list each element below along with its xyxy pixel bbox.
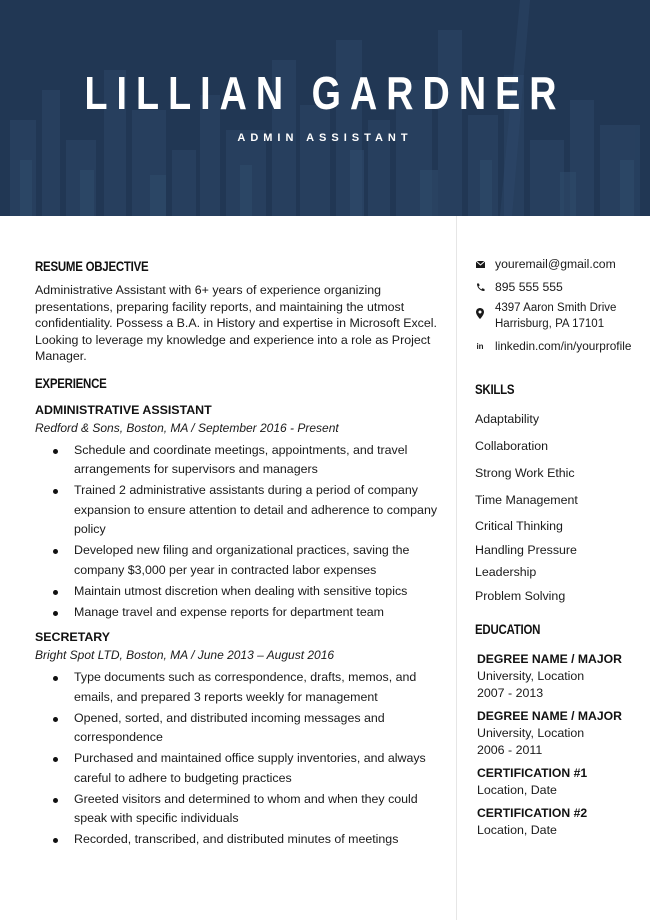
- education-line: University, Location: [477, 726, 585, 740]
- job-entry: [35, 630, 440, 850]
- education-title: CERTIFICATION #1: [477, 766, 588, 780]
- address-line-2: Harrisburg, PA 17101: [495, 318, 605, 330]
- candidate-name: LILLIAN GARDNER: [84, 67, 566, 119]
- bullet-item: Type documents such as correspondence, drafts, memos, and emails, and prepared 3 reports weekly for management: [35, 668, 440, 707]
- job-title: ADMINISTRATIVE ASSISTANT: [35, 402, 212, 417]
- education-line: University, Location: [477, 669, 585, 683]
- skill-item: Time Management: [475, 493, 578, 507]
- job-bullets: [35, 441, 440, 623]
- skill-item: Handling Pressure: [475, 543, 577, 557]
- education-line: Location, Date: [477, 783, 557, 797]
- bullet-item: Developed new filing and organizational practices, saving the company $3,000 per year in contracted labor expenses: [35, 541, 440, 580]
- job-bullets: [35, 668, 440, 850]
- email-text[interactable]: youremail@gmail.com: [495, 257, 616, 271]
- education-title: DEGREE NAME / MAJOR: [477, 652, 622, 666]
- section-heading-education: EDUCATION: [475, 621, 541, 637]
- envelope-icon: [475, 256, 485, 272]
- bullet-item: Maintain utmost discretion when dealing with sensitive topics: [35, 582, 440, 602]
- education-entry: [475, 766, 645, 797]
- bullet-item: Purchased and maintained office supply inventories, and always careful to adhere to budgeting practices: [35, 749, 440, 788]
- bullet-item: Manage travel and expense reports for department team: [35, 603, 440, 623]
- bullet-item: Schedule and coordinate meetings, appointments, and travel arrangements for supervisors and managers: [35, 441, 440, 480]
- experience-section: [35, 375, 440, 850]
- header-banner: [0, 0, 650, 216]
- job-meta: Redford & Sons, Boston, MA / September 2016 - Present: [35, 420, 339, 435]
- education-entry: [475, 709, 645, 757]
- skill-item: Problem Solving: [475, 589, 566, 603]
- contact-linkedin: [475, 338, 645, 354]
- address-text: [495, 300, 616, 332]
- section-heading-objective: RESUME OBJECTIVE: [35, 258, 149, 274]
- education-section: [475, 621, 645, 837]
- sidebar-column: [475, 256, 645, 837]
- section-heading-experience: EXPERIENCE: [35, 374, 107, 391]
- job-meta: Bright Spot LTD, Boston, MA / June 2013 – August 2016: [35, 648, 335, 662]
- phone-icon: [475, 279, 485, 295]
- bullet-item: Greeted visitors and determined to whom and when they could speak with specific individuals: [35, 790, 440, 829]
- skill-item: Leadership: [475, 565, 537, 579]
- skill-item: Strong Work Ethic: [475, 466, 575, 480]
- education-entry: [475, 652, 645, 700]
- contact-phone: [475, 279, 645, 295]
- main-column: [35, 258, 440, 851]
- objective-text: Administrative Assistant with 6+ years of experience organizing presentations, preparing facility reports, and maintaining the utmost confidentiality. Possess a B.A. in History and expertise in Microsoft Excel. Looking to leverage my knowledge and experience into a role as Project Manager.: [35, 283, 437, 363]
- education-entry: [475, 806, 645, 837]
- contact-section: [475, 256, 645, 354]
- location-pin-icon: [475, 300, 485, 326]
- skills-section: [475, 381, 645, 603]
- section-heading-skills: SKILLS: [475, 381, 515, 397]
- linkedin-text[interactable]: linkedin.com/in/yourprofile: [495, 339, 632, 353]
- phone-text[interactable]: 895 555 555: [495, 280, 563, 294]
- skill-item: Adaptability: [475, 412, 540, 426]
- education-line: Location, Date: [477, 823, 557, 837]
- contact-email: [475, 256, 645, 272]
- education-title: CERTIFICATION #2: [477, 806, 588, 820]
- bullet-item: Opened, sorted, and distributed incoming messages and correspondence: [35, 709, 440, 748]
- job-title: SECRETARY: [35, 630, 111, 644]
- job-title-subtitle: ADMIN ASSISTANT: [237, 132, 413, 144]
- column-divider: [456, 216, 457, 920]
- education-title: DEGREE NAME / MAJOR: [477, 709, 622, 723]
- education-line: 2007 - 2013: [477, 686, 544, 700]
- linkedin-icon: in: [476, 341, 484, 351]
- address-line-1: 4397 Aaron Smith Drive: [495, 302, 617, 314]
- objective-section: [35, 258, 440, 365]
- skill-item: Critical Thinking: [475, 519, 563, 533]
- skill-item: Collaboration: [475, 439, 549, 453]
- contact-address: [475, 300, 645, 332]
- job-entry: [35, 403, 440, 623]
- education-line: 2006 - 2011: [477, 743, 543, 757]
- bullet-item: Recorded, transcribed, and distributed minutes of meetings: [35, 830, 440, 850]
- bullet-item: Trained 2 administrative assistants during a period of company expansion to ensure attention to detail and adherence to company policy: [35, 481, 440, 540]
